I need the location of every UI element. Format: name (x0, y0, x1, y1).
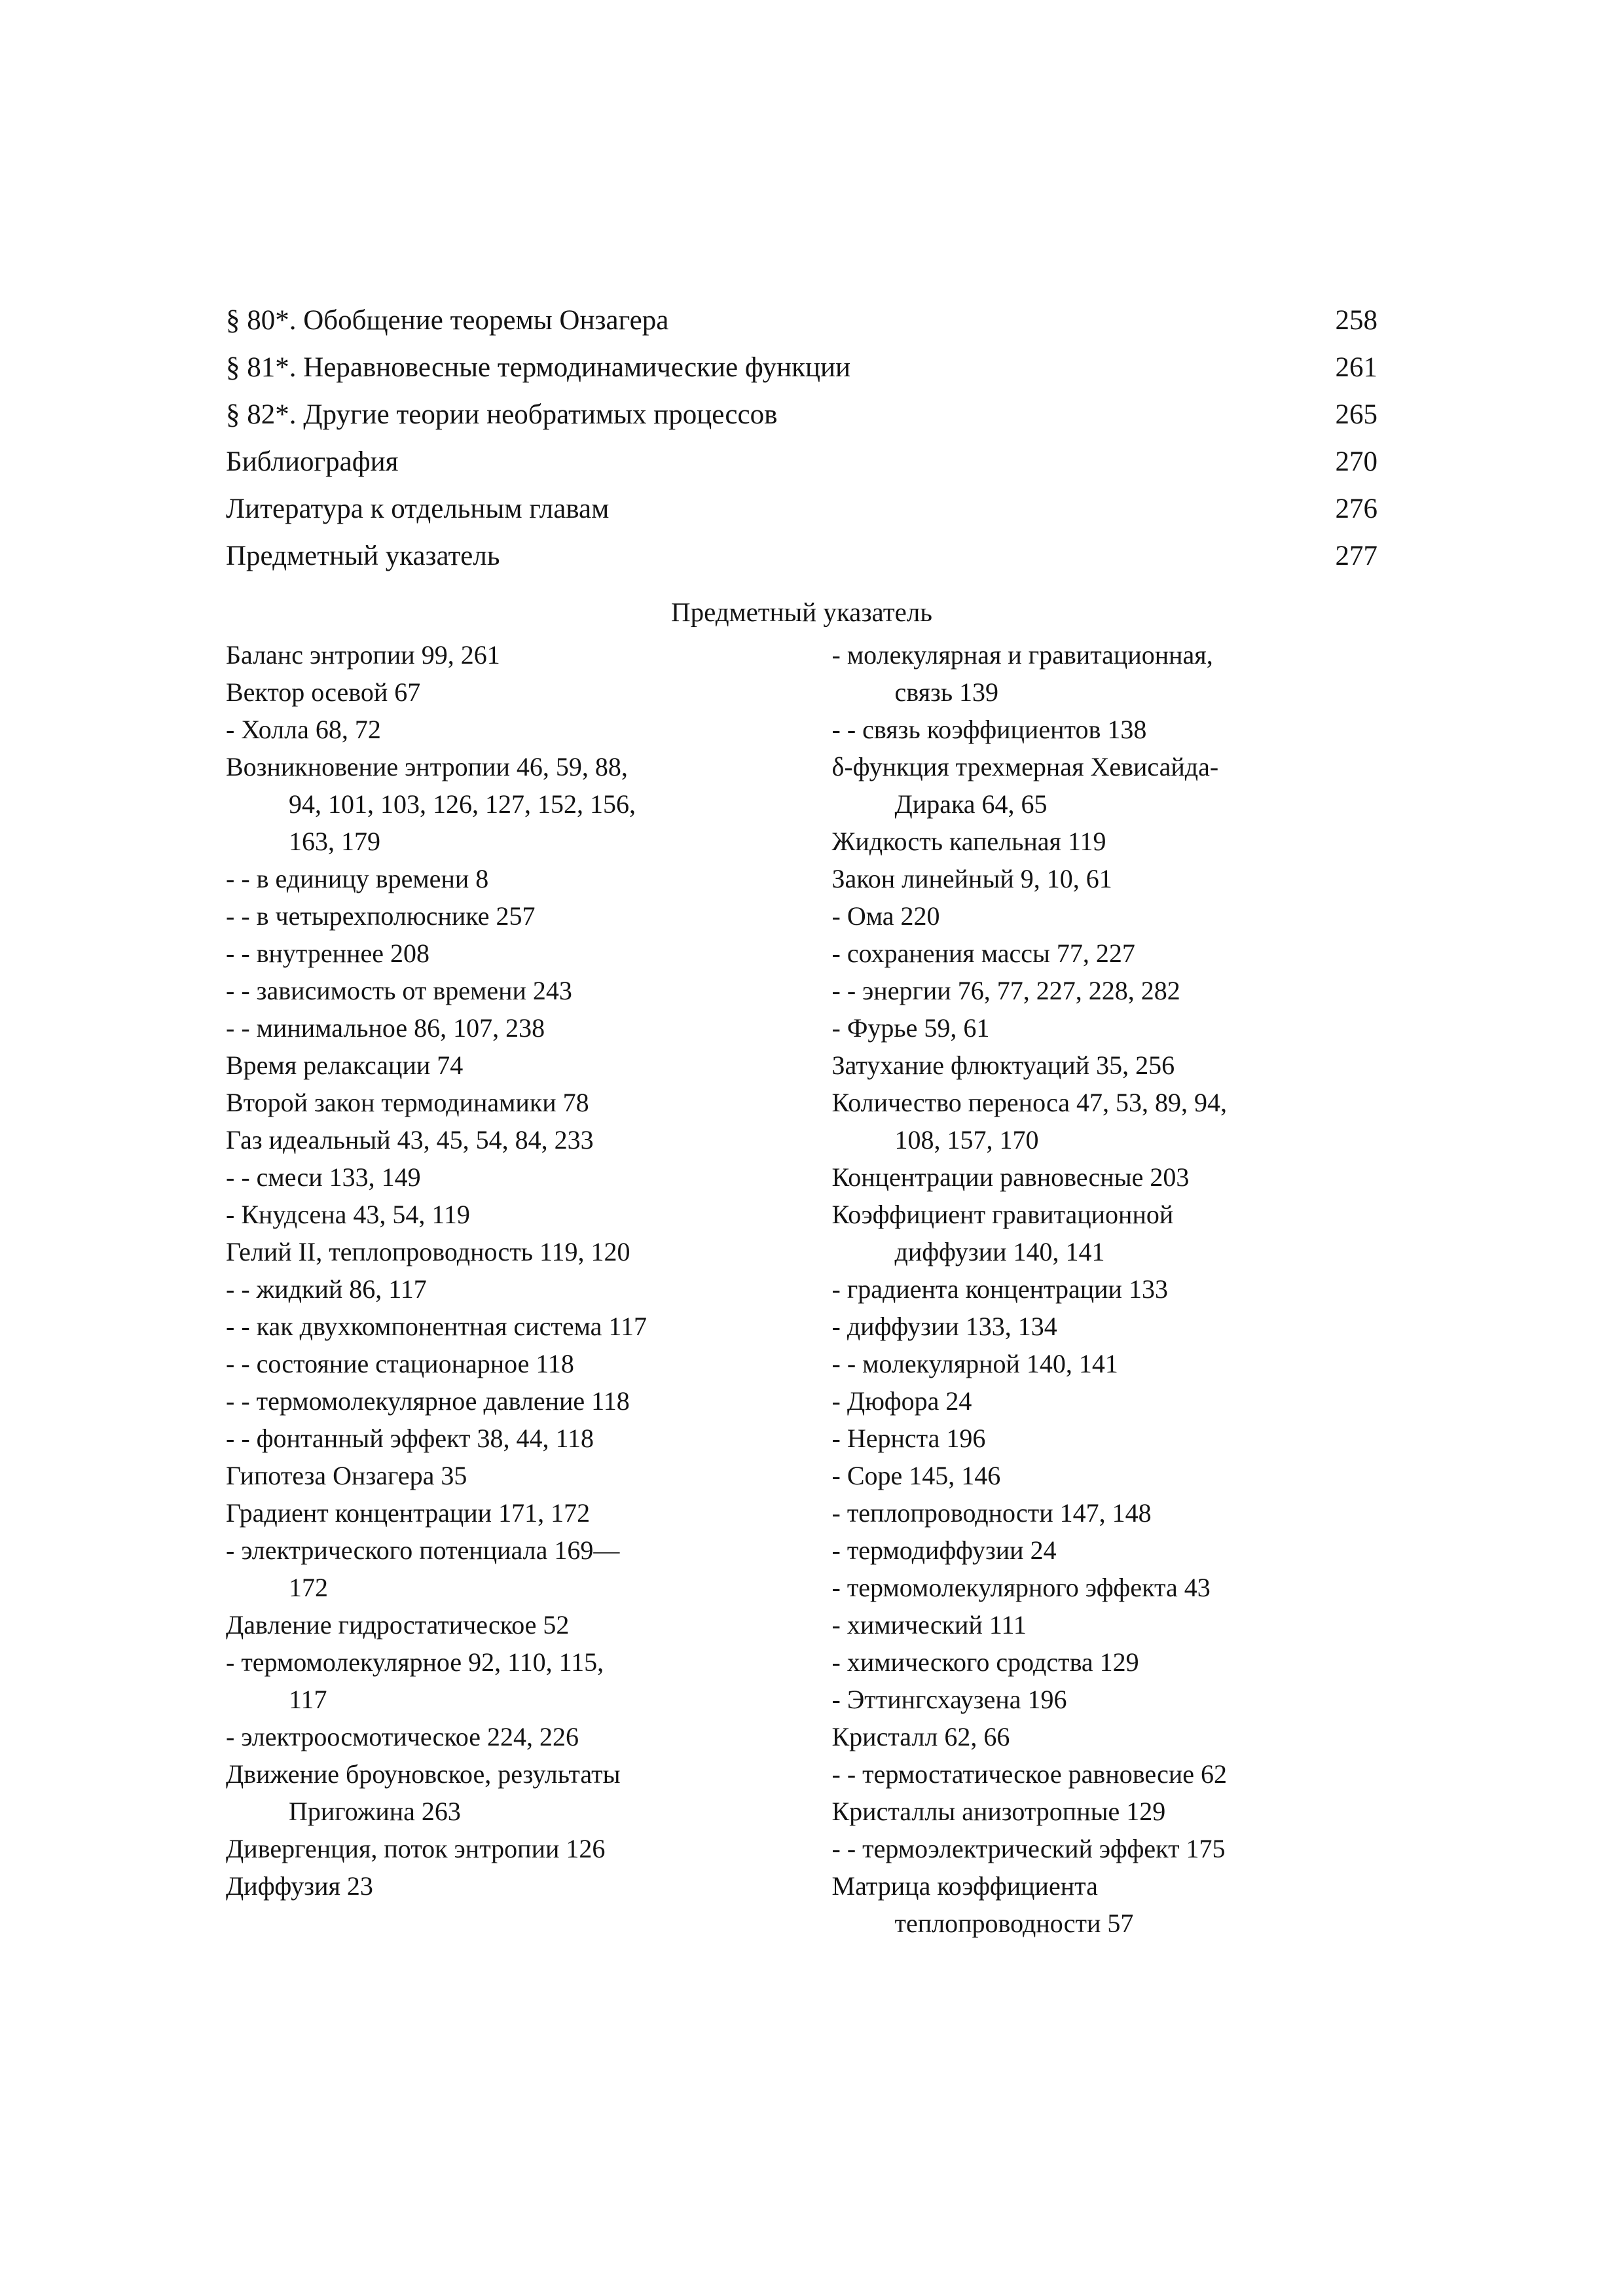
index-left-column (226, 636, 772, 1942)
index-entry (832, 935, 1378, 972)
index-entry-line: - - состояние стационарное 118 (226, 1349, 574, 1378)
index-entry (832, 823, 1378, 860)
index-entry-line: Движение броуновское, результаты (226, 1759, 621, 1789)
toc-entry (226, 495, 1377, 523)
index-entry (226, 860, 772, 897)
toc-entry-page: 277 (1335, 541, 1377, 571)
index-entry-line: Дирака 64, 65 (894, 789, 1048, 819)
index-entry (226, 1158, 772, 1196)
index-entry-line: - Ома 220 (831, 901, 940, 931)
index-entry-line: Газ идеальный 43, 45, 54, 84, 233 (226, 1125, 594, 1155)
index-entry-line: - - в четырехполюснике 257 (226, 901, 536, 931)
index-entry (226, 1196, 772, 1233)
index-entry-line: Жидкость капельная 119 (831, 827, 1106, 856)
index-entry-line: - Фурье 59, 61 (831, 1013, 990, 1043)
index-entry-line: - - молекулярной 140, 141 (831, 1349, 1118, 1378)
index-entry-line: - - смеси 133, 149 (226, 1162, 421, 1192)
index-entry (226, 897, 772, 935)
index-entry (226, 1121, 772, 1158)
index-entry-line: - термодиффузии 24 (831, 1535, 1057, 1565)
index-entry (832, 1084, 1378, 1158)
index-entry (832, 1158, 1378, 1196)
index-entry-line: - - термомолекулярное давление 118 (226, 1386, 630, 1416)
index-entry (226, 673, 772, 711)
index-entry (226, 1382, 772, 1420)
index-entry-line: Концентрации равновесные 203 (831, 1162, 1190, 1192)
index-entry-line: - Нернста 196 (831, 1424, 986, 1453)
index-entry-line: связь 139 (894, 677, 999, 707)
index-entry (832, 1047, 1378, 1084)
index-entry (226, 1084, 772, 1121)
index-entry-line: - Холла 68, 72 (226, 715, 381, 744)
index-entry-line: - электрического потенциала 169— (226, 1535, 620, 1565)
index-entry-line: Время релаксации 74 (226, 1050, 464, 1080)
index-entry-line: - теплопроводности 147, 148 (831, 1498, 1152, 1528)
index-entry (832, 1718, 1378, 1755)
index-entry-line: Кристалл 62, 66 (831, 1722, 1010, 1751)
index-entry (832, 1270, 1378, 1308)
index-entry (832, 636, 1378, 711)
index-entry-line: - Кнудсена 43, 54, 119 (226, 1200, 470, 1229)
index-entry (226, 1867, 772, 1905)
index-entry-line: теплопроводности 57 (894, 1909, 1134, 1938)
index-entry (832, 1494, 1378, 1532)
index-entry-line: 172 (289, 1573, 328, 1602)
index-entry-line: - термомолекулярное 92, 110, 115, (226, 1647, 604, 1677)
toc-entry-page: 276 (1335, 493, 1377, 524)
index-entry-line: - - зависимость от времени 243 (226, 976, 572, 1005)
index-entry (832, 711, 1378, 748)
index-entry-line: Количество переноса 47, 53, 89, 94, (831, 1088, 1228, 1117)
index-entry-line: 108, 157, 170 (894, 1125, 1039, 1155)
index-entry (832, 1196, 1378, 1270)
index-entry-line: - Эттингсхаузена 196 (831, 1685, 1067, 1714)
index-right-column (832, 636, 1378, 1942)
index-entry (832, 1420, 1378, 1457)
index-entry-line: - - связь коэффициентов 138 (831, 715, 1147, 744)
index-entry-line: δ-функция трехмерная Хевисайда- (831, 752, 1219, 781)
index-section (226, 636, 1377, 1942)
index-entry-line: Возникновение энтропии 46, 59, 88, (226, 752, 628, 781)
index-entry-line: - молекулярная и гравитационная, (831, 640, 1213, 670)
toc-entry (226, 401, 1377, 429)
index-entry-line: 117 (289, 1685, 327, 1714)
index-entry-line: Гипотеза Онзагера 35 (226, 1461, 467, 1490)
toc-entry-label: Библиография (226, 446, 399, 477)
index-entry (226, 1233, 772, 1270)
index-entry (832, 972, 1378, 1009)
index-entry-line: - - жидкий 86, 117 (226, 1274, 427, 1304)
index-entry (226, 1494, 772, 1532)
toc-entry-page: 270 (1335, 446, 1377, 477)
index-entry-line: Градиент концентрации 171, 172 (226, 1498, 591, 1528)
index-entry (226, 1755, 772, 1830)
index-entry-line: - градиента концентрации 133 (831, 1274, 1168, 1304)
index-entry (832, 1345, 1378, 1382)
toc-entry-label: § 82*. Другие теории необратимых процессов (226, 399, 778, 430)
toc-entry (226, 306, 1377, 334)
index-entry-line: - химический 111 (831, 1610, 1027, 1640)
index-entry (832, 1569, 1378, 1606)
index-entry (832, 1755, 1378, 1793)
index-entry-line: Дивергенция, поток энтропии 126 (226, 1834, 606, 1863)
index-entry (226, 748, 772, 860)
index-entry-line: Матрица коэффициента (831, 1871, 1098, 1901)
index-entry-line: 94, 101, 103, 126, 127, 152, 156, (289, 789, 636, 819)
toc-entry-label: Литература к отдельным главам (226, 493, 610, 524)
index-entry (832, 1009, 1378, 1047)
index-entry (832, 1382, 1378, 1420)
index-entry (832, 1681, 1378, 1718)
index-entry (226, 1420, 772, 1457)
index-entry-line: - - термоэлектрический эффект 175 (831, 1834, 1226, 1863)
index-entry-line: Давление гидростатическое 52 (226, 1610, 570, 1640)
index-entry-line: - - термостатическое равновесие 62 (831, 1759, 1228, 1789)
index-entry-line: - термомолекулярного эффекта 43 (831, 1573, 1211, 1602)
index-entry-line: - - фонтанный эффект 38, 44, 118 (226, 1424, 594, 1453)
index-entry-line: Гелий II, теплопроводность 119, 120 (226, 1237, 630, 1266)
index-entry (832, 1830, 1378, 1867)
index-entry (226, 1308, 772, 1345)
toc-entry-page: 258 (1335, 305, 1377, 336)
index-entry-line: Коэффициент гравитационной (831, 1200, 1174, 1229)
index-entry-line: - - внутреннее 208 (226, 939, 429, 968)
index-entry-line: Второй закон термодинамики 78 (226, 1088, 589, 1117)
index-entry-line: - - в единицу времени 8 (226, 864, 489, 893)
index-entry (832, 1793, 1378, 1830)
index-entry (226, 935, 772, 972)
index-entry (226, 1009, 772, 1047)
index-entry-line: Баланс энтропии 99, 261 (226, 640, 500, 670)
index-entry (226, 1606, 772, 1643)
index-entry (832, 1867, 1378, 1942)
toc-entry-page: 261 (1335, 352, 1377, 383)
index-entry-line: - химического сродства 129 (831, 1647, 1139, 1677)
index-entry (226, 711, 772, 748)
index-entry (832, 1457, 1378, 1494)
index-entry (226, 1345, 772, 1382)
index-entry-line: - сохранения массы 77, 227 (831, 939, 1135, 968)
index-entry (226, 1643, 772, 1718)
toc-entry-label: Предметный указатель (226, 541, 500, 571)
toc-section (226, 306, 1377, 570)
index-entry (832, 1643, 1378, 1681)
index-entry-line: Вектор осевой 67 (226, 677, 421, 707)
toc-entry-label: § 80*. Обобщение теоремы Онзагера (226, 305, 669, 336)
index-entry-line: Затухание флюктуаций 35, 256 (831, 1050, 1175, 1080)
index-entry-line: - - энергии 76, 77, 227, 228, 282 (831, 976, 1180, 1005)
index-entry-line: диффузии 140, 141 (894, 1237, 1105, 1266)
index-entry (226, 1270, 772, 1308)
toc-entry-page: 265 (1335, 399, 1377, 430)
index-entry-line: Диффузия 23 (226, 1871, 373, 1901)
index-entry (226, 972, 772, 1009)
index-entry (832, 1308, 1378, 1345)
toc-entry-label: § 81*. Неравновесные термодинамические функции (226, 352, 851, 383)
toc-entry (226, 353, 1377, 382)
index-entry-line: - электроосмотическое 224, 226 (226, 1722, 579, 1751)
index-entry-line: Закон линейный 9, 10, 61 (831, 864, 1112, 893)
index-entry-line: - Дюфора 24 (831, 1386, 972, 1416)
index-entry-line: - - как двухкомпонентная система 117 (226, 1312, 647, 1341)
index-entry (832, 897, 1378, 935)
index-entry-line: - - минимальное 86, 107, 238 (226, 1013, 545, 1043)
index-entry-line: Кристаллы анизотропные 129 (831, 1797, 1166, 1826)
index-entry (226, 636, 772, 673)
index-entry (226, 1718, 772, 1755)
toc-entry (226, 448, 1377, 476)
index-entry-line: - диффузии 133, 134 (831, 1312, 1057, 1341)
index-entry-line: - Соре 145, 146 (831, 1461, 1001, 1490)
index-entry (226, 1830, 772, 1867)
index-entry (832, 860, 1378, 897)
index-title: Предметный указатель (671, 597, 932, 627)
index-entry (226, 1047, 772, 1084)
index-entry-line: 163, 179 (289, 827, 380, 856)
index-entry (226, 1532, 772, 1606)
index-entry (832, 1606, 1378, 1643)
toc-entry (226, 542, 1377, 570)
index-entry-line: Пригожина 263 (289, 1797, 461, 1826)
index-entry (832, 1532, 1378, 1569)
index-entry (226, 1457, 772, 1494)
index-entry (832, 748, 1378, 823)
